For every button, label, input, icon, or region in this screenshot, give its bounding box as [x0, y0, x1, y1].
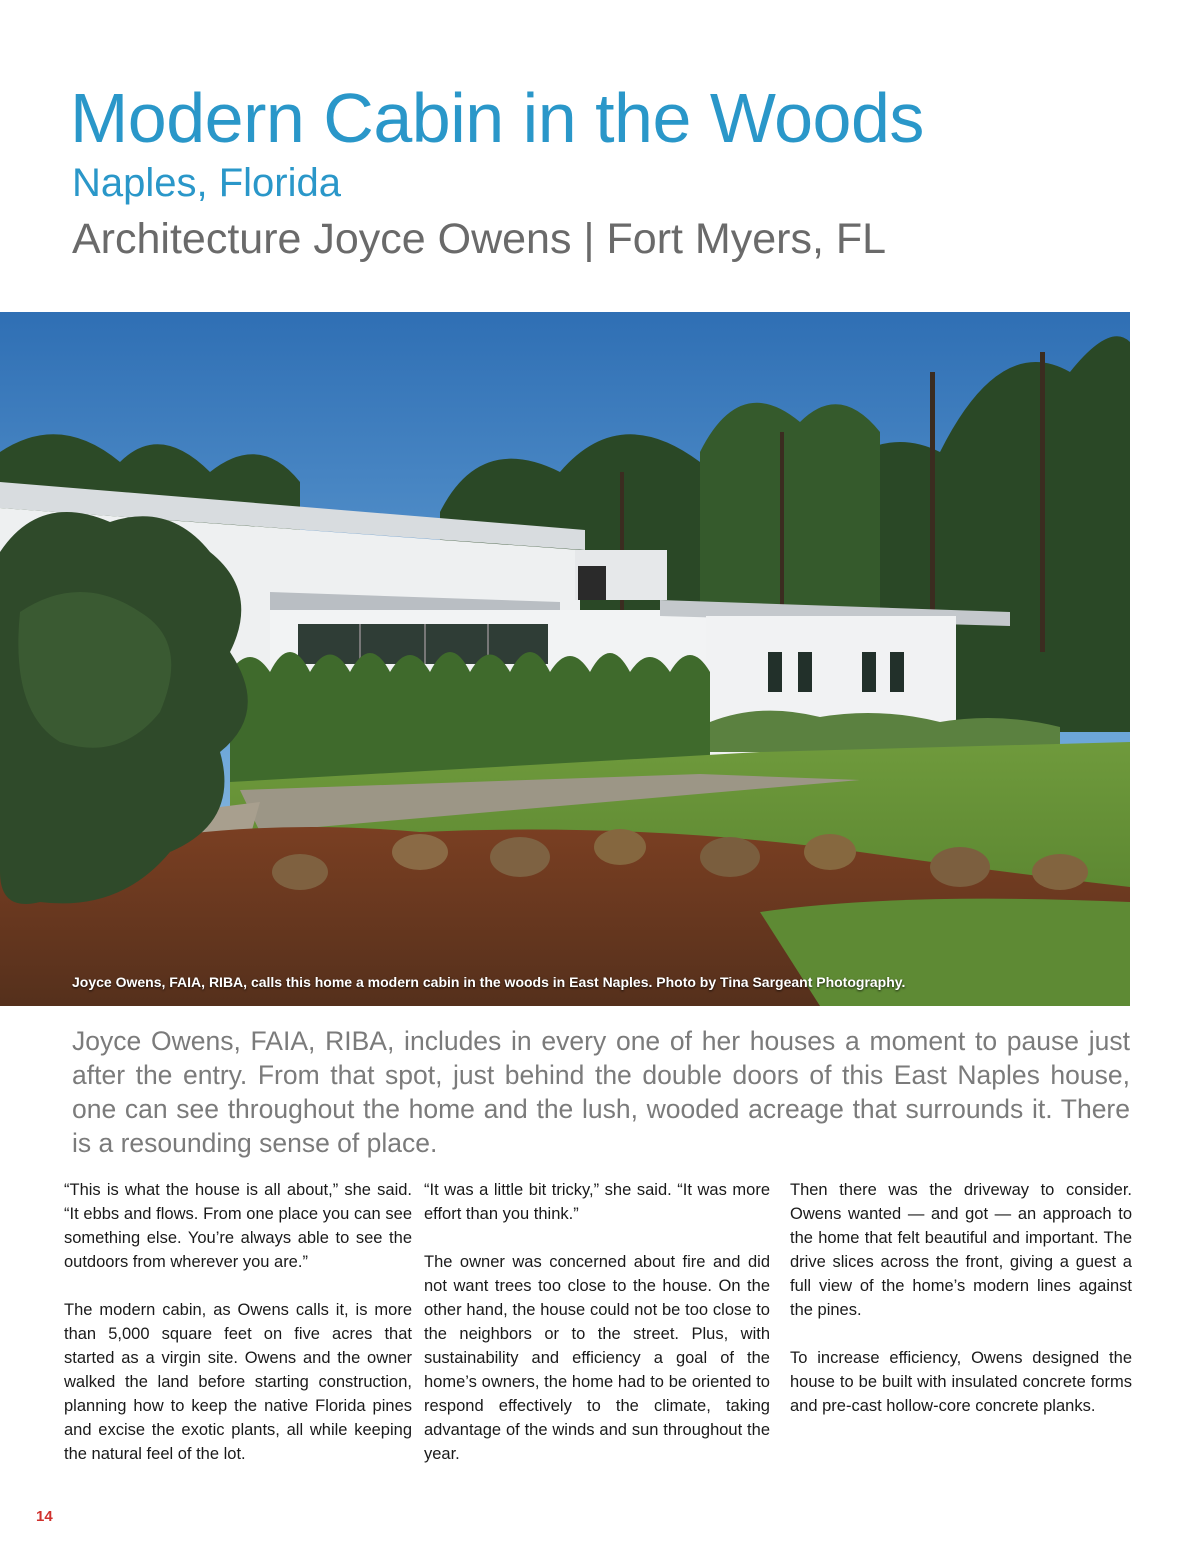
house-photo-illustration — [0, 312, 1130, 1006]
house-photo — [0, 312, 1130, 1006]
location-subtitle: Naples, Florida — [72, 161, 342, 205]
photo-caption: Joyce Owens, FAIA, RIBA, calls this home a modern cabin in the woods in East Naples. Photo by Tina Sargeant Photography. — [72, 974, 906, 990]
page-number: 14 — [36, 1508, 53, 1525]
column-paragraph: “This is what the house is all about,” she said. “It ebbs and flows. From one place you can see something else. You’re always able to see the outdoors from wherever you are.” — [64, 1181, 412, 1271]
column-paragraph: The owner was concerned about fire and did not want trees too close to the house. On the other hand, the house could not be too close to the neighbors or to the street. Plus, with sustainability and efficiency a goal of the home’s owners, the home had to be oriented to respond effectively to the climate, taking advantage of the winds and sun throughout the year. — [424, 1253, 770, 1463]
article-column-2 — [424, 1178, 770, 1490]
architect-byline: Architecture Joyce Owens | Fort Myers, FL — [72, 215, 887, 263]
article-column-1 — [64, 1178, 412, 1490]
lead-paragraph: Joyce Owens, FAIA, RIBA, includes in every one of her houses a moment to pause just after the entry. From that spot, just behind the double doors of this East Naples house, one can see throughout the home and the lush, wooded acreage that surrounds it. There is a resounding sense of place. — [72, 1026, 1130, 1158]
column-paragraph: To increase efficiency, Owens designed the house to be built with insulated concrete forms and pre-cast hollow-core concrete planks. — [790, 1349, 1132, 1415]
article-column-3 — [790, 1178, 1132, 1442]
column-paragraph: “It was a little bit tricky,” she said. “It was more effort than you think.” — [424, 1181, 770, 1223]
column-paragraph: The modern cabin, as Owens calls it, is more than 5,000 square feet on five acres that started as a virgin site. Owens and the owner walked the land before starting construction, planning how to keep the native Florida pines and excise the exotic plants, all while keeping the natural feel of the lot. — [64, 1301, 412, 1463]
column-paragraph: Then there was the driveway to consider. Owens wanted — and got — an approach to the home that felt beautiful and important. The drive slices across the front, giving a guest a full view of the home’s modern lines against the pines. — [790, 1181, 1132, 1319]
article-title: Modern Cabin in the Woods — [70, 79, 924, 157]
